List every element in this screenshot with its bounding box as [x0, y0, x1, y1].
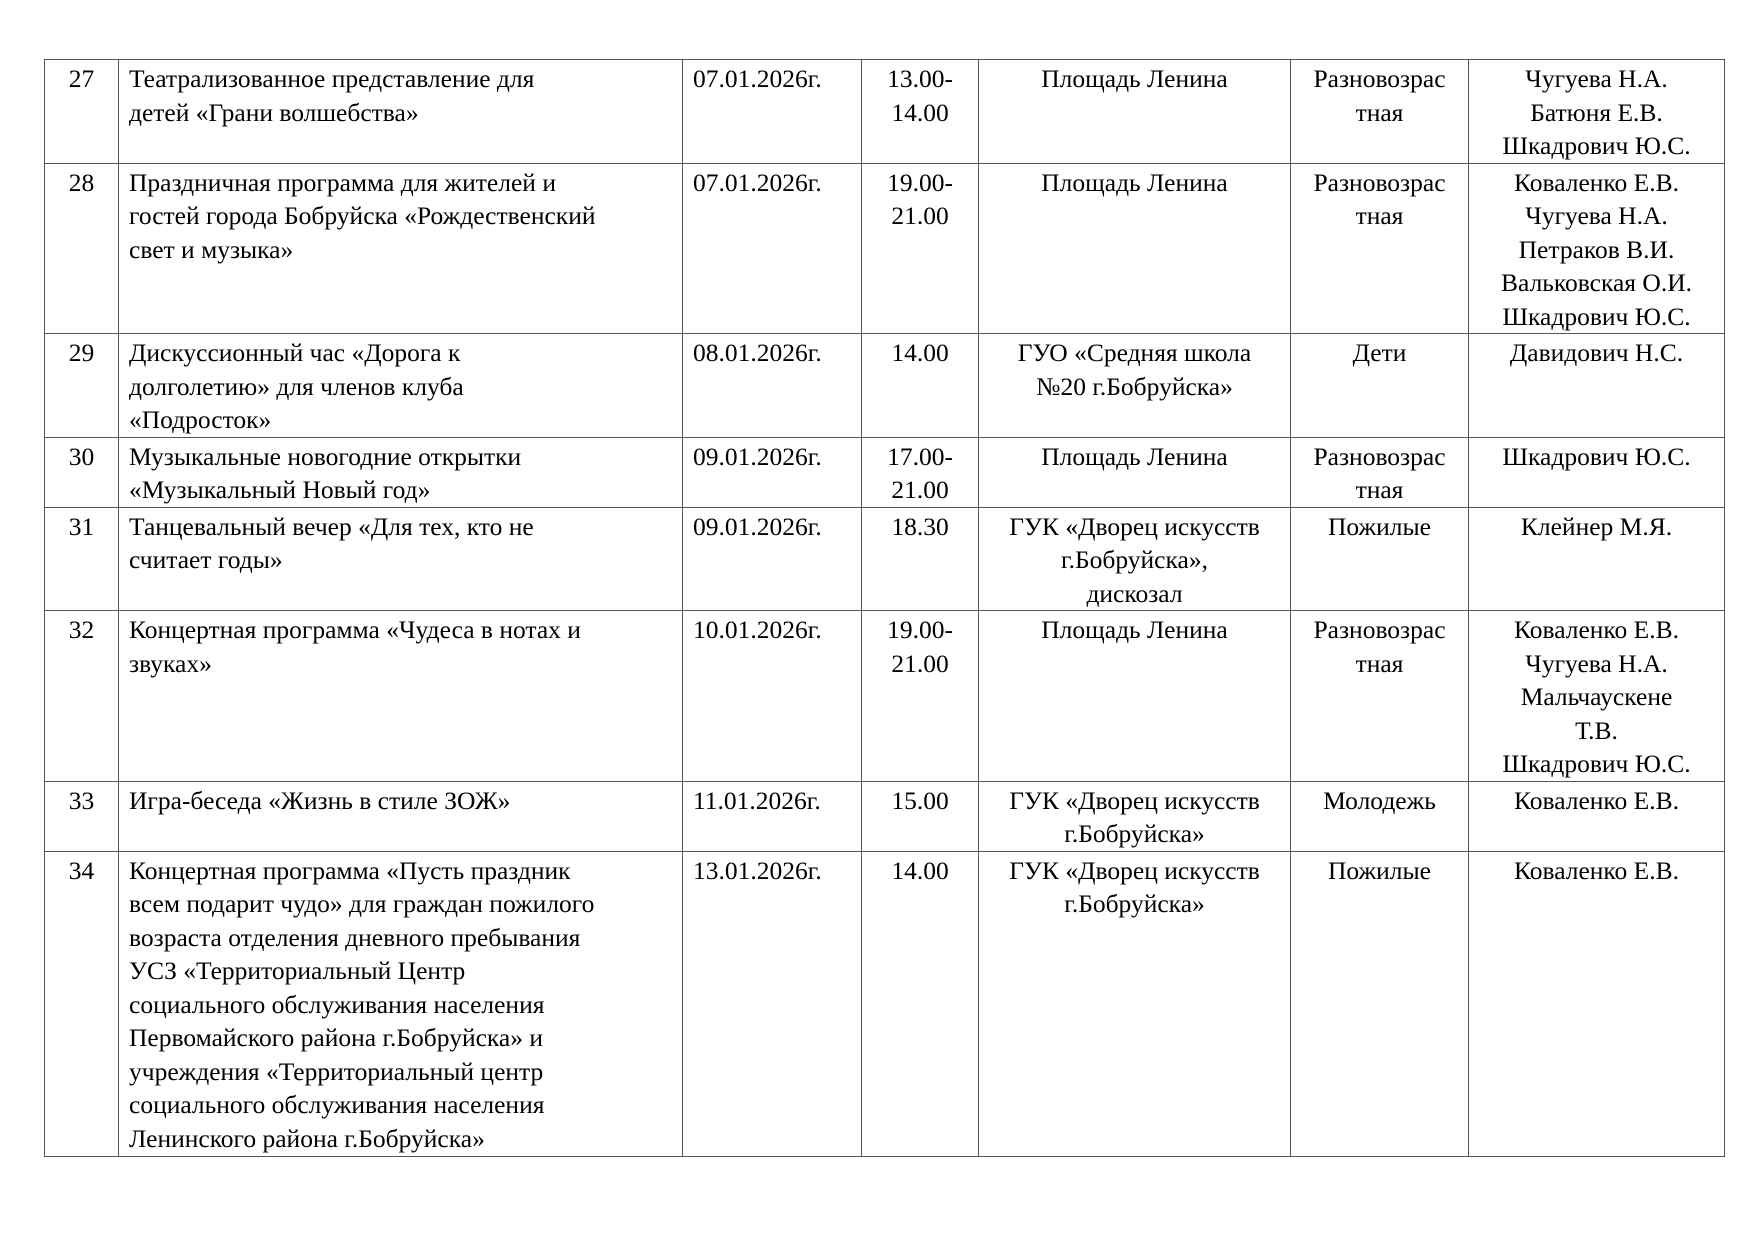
- event-responsible-line: Чугуева Н.А.: [1525, 648, 1668, 678]
- event-responsible-cell: [1469, 851, 1725, 1156]
- event-responsible-line: Батюня Е.В.: [1530, 97, 1663, 127]
- event-time-line: 21.00: [891, 648, 949, 678]
- event-place-cell: [979, 851, 1291, 1156]
- event-title-line: детей «Грани волшебства»: [129, 97, 419, 127]
- event-title-cell: [119, 781, 683, 851]
- event-responsible-cell: [1469, 507, 1725, 611]
- event-time-line: 15.00: [891, 785, 949, 815]
- event-time-cell: [862, 163, 979, 334]
- event-audience-line: тная: [1355, 201, 1404, 230]
- event-title-line: Театрализованное представление для: [129, 64, 535, 93]
- event-date-cell: [683, 60, 862, 164]
- event-date: 07.01.2026г.: [693, 64, 822, 93]
- event-place-line: ГУО «Средняя школа: [1017, 338, 1252, 367]
- event-place-line: Площадь Ленина: [1041, 615, 1228, 644]
- event-responsible-line: Клейнер М.Я.: [1520, 511, 1673, 541]
- event-date-cell: [683, 507, 862, 611]
- event-title-cell: [119, 60, 683, 164]
- event-title-line: Ленинского района г.Бобруйска»: [129, 1123, 485, 1153]
- event-responsible-cell: [1469, 611, 1725, 782]
- event-time-cell: [862, 851, 979, 1156]
- event-number-cell: [45, 611, 119, 782]
- event-date-cell: [683, 163, 862, 334]
- event-time-cell: [862, 781, 979, 851]
- event-title-line: гостей города Бобруйска «Рождественский: [129, 201, 596, 230]
- event-title-line: Первомайского района г.Бобруйска» и: [129, 1023, 544, 1052]
- event-place-cell: [979, 334, 1291, 438]
- event-time-cell: [862, 60, 979, 164]
- event-title-cell: [119, 851, 683, 1156]
- event-number-cell: [45, 60, 119, 164]
- event-audience-cell: [1291, 334, 1469, 438]
- table-row: [45, 60, 1725, 164]
- event-place-cell: [979, 781, 1291, 851]
- event-date: 10.01.2026г.: [693, 615, 822, 644]
- event-title-line: УСЗ «Территориальный Центр: [129, 956, 466, 985]
- event-responsible-line: Шкадрович Ю.С.: [1502, 749, 1691, 778]
- event-audience-cell: [1291, 437, 1469, 507]
- event-place-line: Площадь Ленина: [1041, 441, 1228, 471]
- event-time-cell: [862, 334, 979, 438]
- event-audience-line: Разновозрас: [1313, 441, 1446, 471]
- event-time-cell: [862, 507, 979, 611]
- event-date: 09.01.2026г.: [693, 441, 822, 471]
- event-date: 13.01.2026г.: [693, 855, 822, 885]
- event-time-line: 17.00-: [887, 441, 953, 471]
- event-date-cell: [683, 334, 862, 438]
- event-responsible-line: Т.В.: [1575, 715, 1618, 745]
- event-audience-line: Молодежь: [1323, 785, 1436, 815]
- event-responsible-cell: [1469, 163, 1725, 334]
- event-responsible-line: Коваленко Е.В.: [1514, 167, 1679, 197]
- event-title-line: Концертная программа «Пусть праздник: [129, 855, 571, 885]
- event-responsible-cell: [1469, 781, 1725, 851]
- event-number-cell: [45, 507, 119, 611]
- event-date-cell: [683, 781, 862, 851]
- event-time-cell: [862, 611, 979, 782]
- event-title-cell: [119, 611, 683, 782]
- event-place-cell: [979, 60, 1291, 164]
- event-place-line: г.Бобруйска»: [1064, 889, 1205, 918]
- event-date: 07.01.2026г.: [693, 167, 822, 197]
- event-time-line: 19.00-: [887, 615, 953, 644]
- event-number: 31: [68, 511, 95, 541]
- event-place-line: г.Бобруйска»,: [1061, 545, 1208, 574]
- event-place-line: г.Бобруйска»: [1064, 819, 1205, 848]
- event-time-line: 18.30: [891, 511, 949, 541]
- event-title-line: Танцевальный вечер «Для тех, кто не: [129, 511, 534, 541]
- event-title-line: считает годы»: [129, 545, 283, 574]
- event-title-line: Музыкальные новогодние открытки: [129, 441, 522, 471]
- event-audience-cell: [1291, 781, 1469, 851]
- event-audience-line: Разновозрас: [1313, 167, 1446, 197]
- event-place-line: ГУК «Дворец искусств: [1009, 511, 1260, 541]
- event-date: 09.01.2026г.: [693, 511, 822, 541]
- table-row: [45, 611, 1725, 782]
- event-title-line: звуках»: [129, 648, 212, 678]
- event-place-line: ГУК «Дворец искусств: [1009, 855, 1260, 885]
- event-title-line: долголетию» для членов клуба: [129, 371, 464, 401]
- event-audience-line: Пожилые: [1328, 511, 1431, 541]
- events-table-body: [45, 60, 1725, 1157]
- event-number: 28: [68, 167, 95, 197]
- event-place-line: дискозал: [1086, 578, 1183, 608]
- event-date: 11.01.2026г.: [693, 785, 821, 815]
- event-place-cell: [979, 163, 1291, 334]
- event-audience-line: Разновозрас: [1313, 615, 1446, 644]
- event-title-line: Концертная программа «Чудеса в нотах и: [129, 615, 581, 644]
- event-number-cell: [45, 334, 119, 438]
- event-title-line: учреждения «Территориальный центр: [129, 1056, 544, 1086]
- event-title-line: «Подросток»: [129, 405, 272, 434]
- event-number: 27: [68, 64, 95, 93]
- event-place-cell: [979, 507, 1291, 611]
- event-audience-line: тная: [1355, 475, 1404, 504]
- event-place-line: №20 г.Бобруйска»: [1036, 371, 1233, 401]
- event-responsible-cell: [1469, 60, 1725, 164]
- event-title-line: всем подарит чудо» для граждан пожилого: [129, 889, 595, 918]
- event-number-cell: [45, 781, 119, 851]
- event-responsible-line: Петраков В.И.: [1518, 234, 1675, 264]
- event-responsible-line: Коваленко Е.В.: [1514, 855, 1679, 885]
- event-responsible-line: Чугуева Н.А.: [1525, 64, 1668, 93]
- event-responsible-line: Мальчаускене: [1520, 682, 1673, 711]
- event-number: 29: [68, 338, 95, 367]
- event-audience-line: Разновозрас: [1313, 64, 1446, 93]
- table-row: [45, 334, 1725, 438]
- event-audience-line: тная: [1355, 97, 1404, 127]
- event-time-line: 21.00: [891, 475, 949, 504]
- event-responsible-line: Давидович Н.С.: [1509, 338, 1684, 367]
- event-number: 33: [68, 785, 95, 815]
- event-number-cell: [45, 437, 119, 507]
- event-title-line: Праздничная программа для жителей и: [129, 167, 556, 197]
- event-place-line: Площадь Ленина: [1041, 64, 1228, 93]
- event-time-line: 14.00: [891, 338, 949, 367]
- event-title-line: возраста отделения дневного пребывания: [129, 922, 581, 952]
- event-time-line: 13.00-: [887, 64, 953, 93]
- event-responsible-line: Шкадрович Ю.С.: [1502, 301, 1691, 331]
- event-audience-cell: [1291, 163, 1469, 334]
- event-responsible-line: Коваленко Е.В.: [1514, 785, 1679, 815]
- event-audience-cell: [1291, 507, 1469, 611]
- table-row: [45, 507, 1725, 611]
- event-title-line: Дискуссионный час «Дорога к: [129, 338, 461, 367]
- event-audience-cell: [1291, 611, 1469, 782]
- event-date-cell: [683, 437, 862, 507]
- table-row: [45, 781, 1725, 851]
- event-audience-line: Пожилые: [1328, 855, 1431, 885]
- event-audience-line: Дети: [1352, 338, 1407, 367]
- table-row: [45, 851, 1725, 1156]
- event-responsible-cell: [1469, 334, 1725, 438]
- event-number: 30: [68, 441, 95, 471]
- event-time-cell: [862, 437, 979, 507]
- event-place-cell: [979, 437, 1291, 507]
- event-audience-line: тная: [1355, 648, 1404, 678]
- event-title-line: социального обслуживания населения: [129, 989, 545, 1019]
- event-title-cell: [119, 507, 683, 611]
- event-audience-cell: [1291, 60, 1469, 164]
- event-place-cell: [979, 611, 1291, 782]
- event-responsible-line: Чугуева Н.А.: [1525, 201, 1668, 230]
- event-responsible-line: Вальковская О.И.: [1501, 268, 1692, 297]
- event-time-line: 21.00: [891, 201, 949, 230]
- event-place-line: ГУК «Дворец искусств: [1009, 785, 1260, 815]
- event-audience-cell: [1291, 851, 1469, 1156]
- event-title-line: социального обслуживания населения: [129, 1090, 545, 1119]
- events-table: [44, 59, 1725, 1157]
- event-number: 34: [68, 855, 95, 885]
- event-responsible-cell: [1469, 437, 1725, 507]
- event-time-line: 19.00-: [887, 167, 953, 197]
- event-time-line: 14.00: [891, 855, 949, 885]
- table-row: [45, 163, 1725, 334]
- event-number-cell: [45, 851, 119, 1156]
- event-place-line: Площадь Ленина: [1041, 167, 1228, 197]
- event-title-cell: [119, 334, 683, 438]
- event-date-cell: [683, 611, 862, 782]
- event-title-line: Игра-беседа «Жизнь в стиле ЗОЖ»: [129, 785, 511, 815]
- event-responsible-line: Шкадрович Ю.С.: [1502, 131, 1691, 160]
- event-time-line: 14.00: [891, 97, 949, 127]
- event-title-line: «Музыкальный Новый год»: [129, 475, 431, 504]
- event-title-cell: [119, 437, 683, 507]
- event-number: 32: [68, 615, 95, 644]
- event-title-line: свет и музыка»: [129, 234, 294, 264]
- event-number-cell: [45, 163, 119, 334]
- event-date-cell: [683, 851, 862, 1156]
- event-responsible-line: Коваленко Е.В.: [1514, 615, 1679, 644]
- event-responsible-line: Шкадрович Ю.С.: [1502, 441, 1691, 471]
- table-row: [45, 437, 1725, 507]
- event-title-cell: [119, 163, 683, 334]
- event-date: 08.01.2026г.: [693, 338, 822, 367]
